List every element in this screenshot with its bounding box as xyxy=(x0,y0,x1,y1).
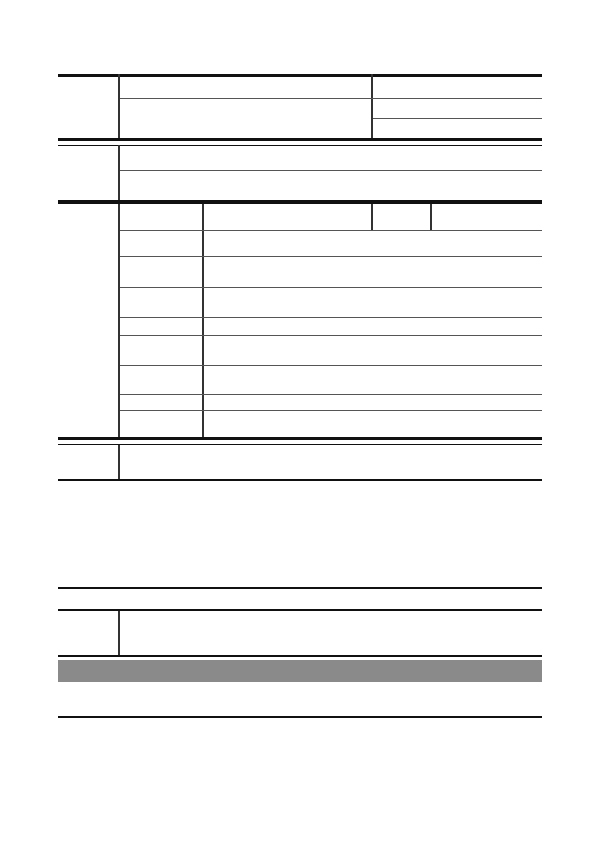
column-divider xyxy=(371,204,373,230)
row-divider xyxy=(120,230,542,231)
section-divider xyxy=(58,437,542,440)
row-divider xyxy=(120,170,542,171)
section-divider xyxy=(58,444,542,445)
row-divider xyxy=(120,98,542,99)
column-divider xyxy=(118,445,120,479)
section-divider xyxy=(58,145,542,146)
row-divider xyxy=(120,256,542,257)
column-divider xyxy=(202,204,204,437)
column-divider xyxy=(118,204,120,437)
section-divider xyxy=(58,716,542,718)
notes-header-band xyxy=(58,660,542,682)
column-divider xyxy=(371,74,373,138)
section-divider xyxy=(58,479,542,481)
section-divider xyxy=(58,200,542,204)
column-divider xyxy=(430,204,432,230)
section-divider xyxy=(58,609,542,611)
column-divider xyxy=(118,74,120,138)
column-divider xyxy=(118,145,120,201)
section-divider xyxy=(58,655,542,657)
column-divider xyxy=(118,611,120,655)
section-divider xyxy=(58,138,542,141)
section-divider xyxy=(58,587,542,589)
row-divider xyxy=(120,394,542,395)
row-divider xyxy=(120,365,542,366)
row-divider xyxy=(120,410,542,411)
row-divider xyxy=(120,287,542,288)
row-divider xyxy=(120,335,542,336)
row-divider xyxy=(373,118,542,119)
row-divider xyxy=(120,317,542,318)
section-divider xyxy=(58,74,542,77)
